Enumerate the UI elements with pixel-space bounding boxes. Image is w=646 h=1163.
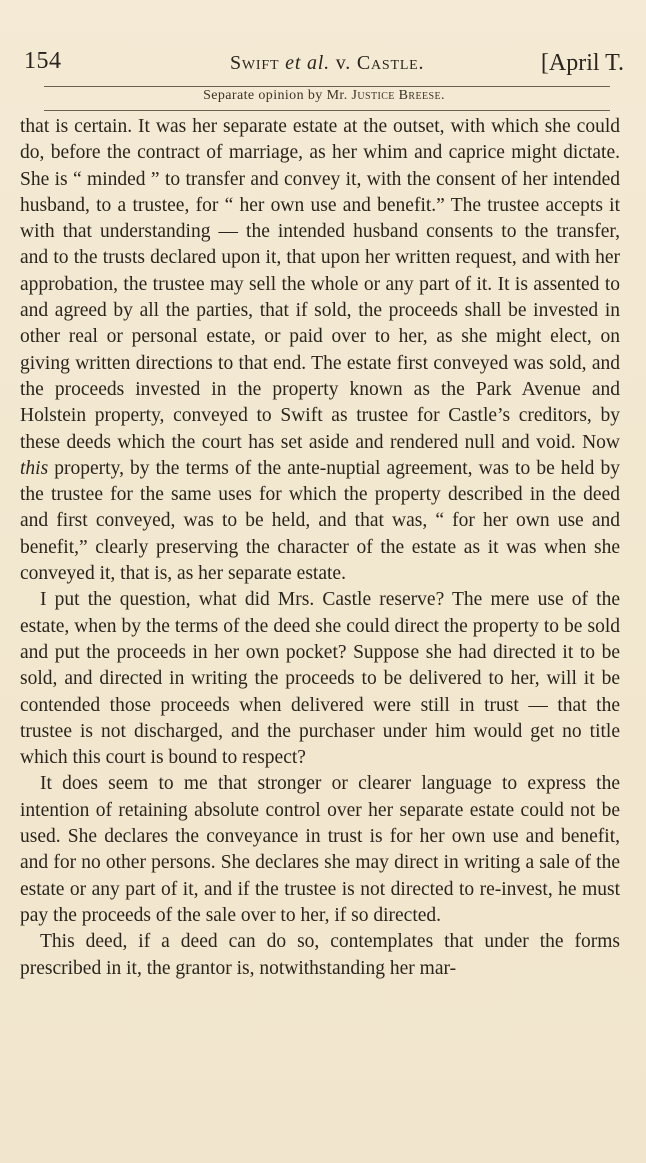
opinion-body [20, 114, 620, 982]
page-number: 154 [24, 48, 62, 74]
court-term: [April T. [540, 50, 624, 76]
case-title-etal: et al. [285, 52, 330, 74]
header-rule-bottom [44, 110, 610, 111]
subhead-prefix: Separate opinion by Mr. [203, 88, 352, 103]
case-title-versus: v. [329, 52, 357, 74]
paragraph-1-text-a: that is certain. It was her separate estate at the outset, with which she could do, before the contract of marriage, as her whim and caprice might dictate. She is “ minded ” to transfer and convey it, with the consent of her intended husband, to a trustee, for “ her own use and benefit.” The trustee accepts it with that understanding — the intended husband consents to the transfer, and to the trusts declared upon it, that upon her written request, and with her approbation, the trustee may sell the whole or any part of it. It is assented to and agreed by all the parties, that if sold, the proceeds shall be invested in other real or personal estate, or paid over to her, as she might elect, on giving written directions to that end. The estate first conveyed was sold, and the proceeds invested in the property known as the Park Avenue and Holstein property, conveyed to Swift as trustee for Castle’s creditors, by these deeds which the court has set aside and rendered null and void. Now [20, 116, 620, 453]
case-title-plaintiff: Swift [230, 52, 286, 74]
paragraph-1 [20, 114, 620, 587]
paragraph-2: I put the question, what did Mrs. Castle reserve? The mere use of the estate, when by the terms of the deed she could direct the property to be sold and put the proceeds in her own pocket? Suppose she had directed it to be sold, and directed in writing the proceeds to be delivered to her, will it be contended those proceeds when delivered were still in trust — that the trustee is not discharged, and the purchaser under him would get no title which this court is bound to respect? [20, 589, 620, 769]
running-head [24, 48, 624, 88]
paragraph-1-text-b: property, by the terms of the ante-nuptial agreement, was to be held by the trustee for the same uses for which the property described in the deed and first conveyed, was to be held, and that was, “ for her own use and benefit,” clearly preserving the character of the estate as it was when she conveyed it, that is, as her separate estate. [20, 457, 620, 585]
header-rule-top [44, 86, 610, 87]
subhead-justice: Justice Breese. [351, 88, 445, 103]
paragraph-3: It does seem to me that stronger or clearer language to express the intention of retaining absolute control over her separate estate could not be used. She declares the conveyance in trust is for her own use and benefit, and for no other persons. She declares she may direct in writing a sale of the estate or any part of it, and if the trustee is not directed to re-invest, he must pay the proceeds of the sale over to her, if so directed. [20, 773, 620, 926]
paragraph-4: This deed, if a deed can do so, contemplates that under the forms prescribed in it, the grantor is, notwithstanding her mar- [20, 931, 620, 979]
case-title [230, 52, 424, 75]
case-title-defendant: Castle. [356, 52, 425, 74]
opinion-subhead [24, 88, 624, 104]
paragraph-1-emphasis: this [20, 457, 49, 479]
